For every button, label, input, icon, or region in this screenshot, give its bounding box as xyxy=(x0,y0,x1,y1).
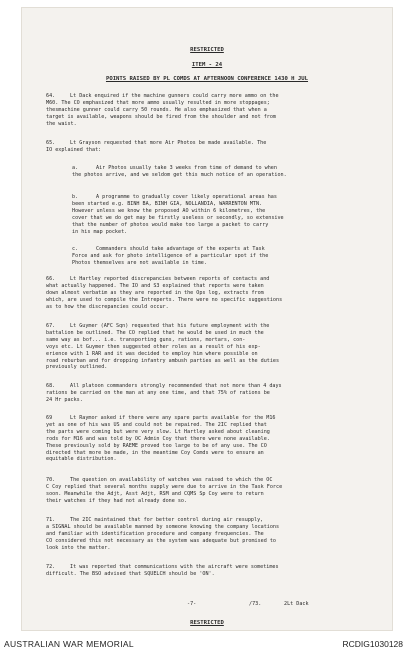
para-71: 71. The 2IC maintained that for better control during air resupply, a SIGNAL should be available manned by someone knowing the company locations and familiar with identification procedure and company frequencies. The CO considered this not necessary as the system was adequate but promised to look into the matter. xyxy=(46,517,280,551)
para-65: 65. Lt Grayson requested that more Air Photos be made available. The IO explained that: xyxy=(46,140,267,153)
para-72: 72. It was reported that communications with the aircraft were sometimes difficult. The BSO advised that SQUELCH should be 'ON'. xyxy=(46,564,279,577)
sender: 2Lt Dack xyxy=(284,601,309,607)
para-70: 70. The question on availability of watches was raised to which the OC C Coy replied that several months supply were due to arrive in the Task Force soon. Meanwhile the Adjt, Asst Adjt, RSM and CQMS Sp Coy were to return their watches if they had not already done so. xyxy=(46,477,283,504)
archive-bar xyxy=(0,633,407,653)
classification-bottom: RESTRICTED xyxy=(190,620,224,626)
page-number: -7- xyxy=(187,601,197,607)
classification-top: RESTRICTED xyxy=(190,47,224,53)
para-67: 67. Lt Guymer (AFC Sqn) requested that his future employment with the battalion be outlined. The CO replied that he would be used in much the same way as bof... i.e. transporting guns, rations, mortars, con- voys etc. Lt Guymer then suggested other roles as a result of his exp- erience with 1 RAR and it was decided to employ him where possible on road reburban and for dropping infantry ambush parties as well as the duties previously outlined. xyxy=(46,323,280,371)
para-66: 66. Lt Hartley reported discrepancies between reports of contacts and what actually happened. The IO and S3 explained that reports were taken down almost verbatim as they are reported in the Ops log, extracts from which, are used to compile the Intreperts. There were no specific suggestions as to how the discrepancies could occur. xyxy=(46,276,283,310)
subpara-b: b. A programme to gradually cover likely operational areas has been started e.g. BINH BA, BINH GIA, NOLLANDIA, WARRENTON MTN. However unless we know the proposed AO within 6 kilometres, the cover that we do get may be firstly useless or secondly, so extensive that the number of photos would make too large a packet to carry in his map pocket. xyxy=(72,194,284,235)
para-68: 68. All platoon commanders strongly recommended that not more than 4 days rations be carried on the man at any one time, and that 75% of rations be 24 Hr packs. xyxy=(46,383,282,403)
para-64: 64. Lt Dack enquired if the machine gunners could carry more ammo on the M60. The CO emphasized that more ammo usually resulted in more stoppages; thesmachine gunner could carry 50 rounds. He also emphasized that when a target is available, weapons should be fired from the shoulder and not from the waist. xyxy=(46,93,279,127)
para-69: 69 Lt Raymor asked if there were any spare parts available for the M16 yet as one of his was US and could not be repaired. The 2IC replied that the parts were coming but were very slow. Lt Hartley asked about cleaning rods for M16 and was told by OC Admin Coy that there were none available. These previously sold by RAEME proved too large to be of any use. The CO directed that more be made, in the meantime Coy Comds were to ensure an equitable distribution. xyxy=(46,415,276,463)
document-page xyxy=(22,8,392,630)
page-ref: /73. xyxy=(249,601,262,607)
archive-name: AUSTRALIAN WAR MEMORIAL xyxy=(4,639,134,649)
document-title: POINTS RAISED BY PL COMDS AT AFTERNOON CONFERENCE 1430 H JUL xyxy=(105,76,309,82)
subpara-c: c. Commanders should take advantage of the experts at Task Force and ask for photo intelligence of a particular spot if the Photos themselves are not available in time. xyxy=(72,246,269,266)
item-heading: ITEM - 24 xyxy=(191,62,223,68)
subpara-a: a. Air Photos usually take 3 weeks from time of demand to when the photos arrive, and we seldom get this much notice of an operation. xyxy=(72,165,287,178)
archive-reference: RCDIG1030128 xyxy=(342,639,403,649)
